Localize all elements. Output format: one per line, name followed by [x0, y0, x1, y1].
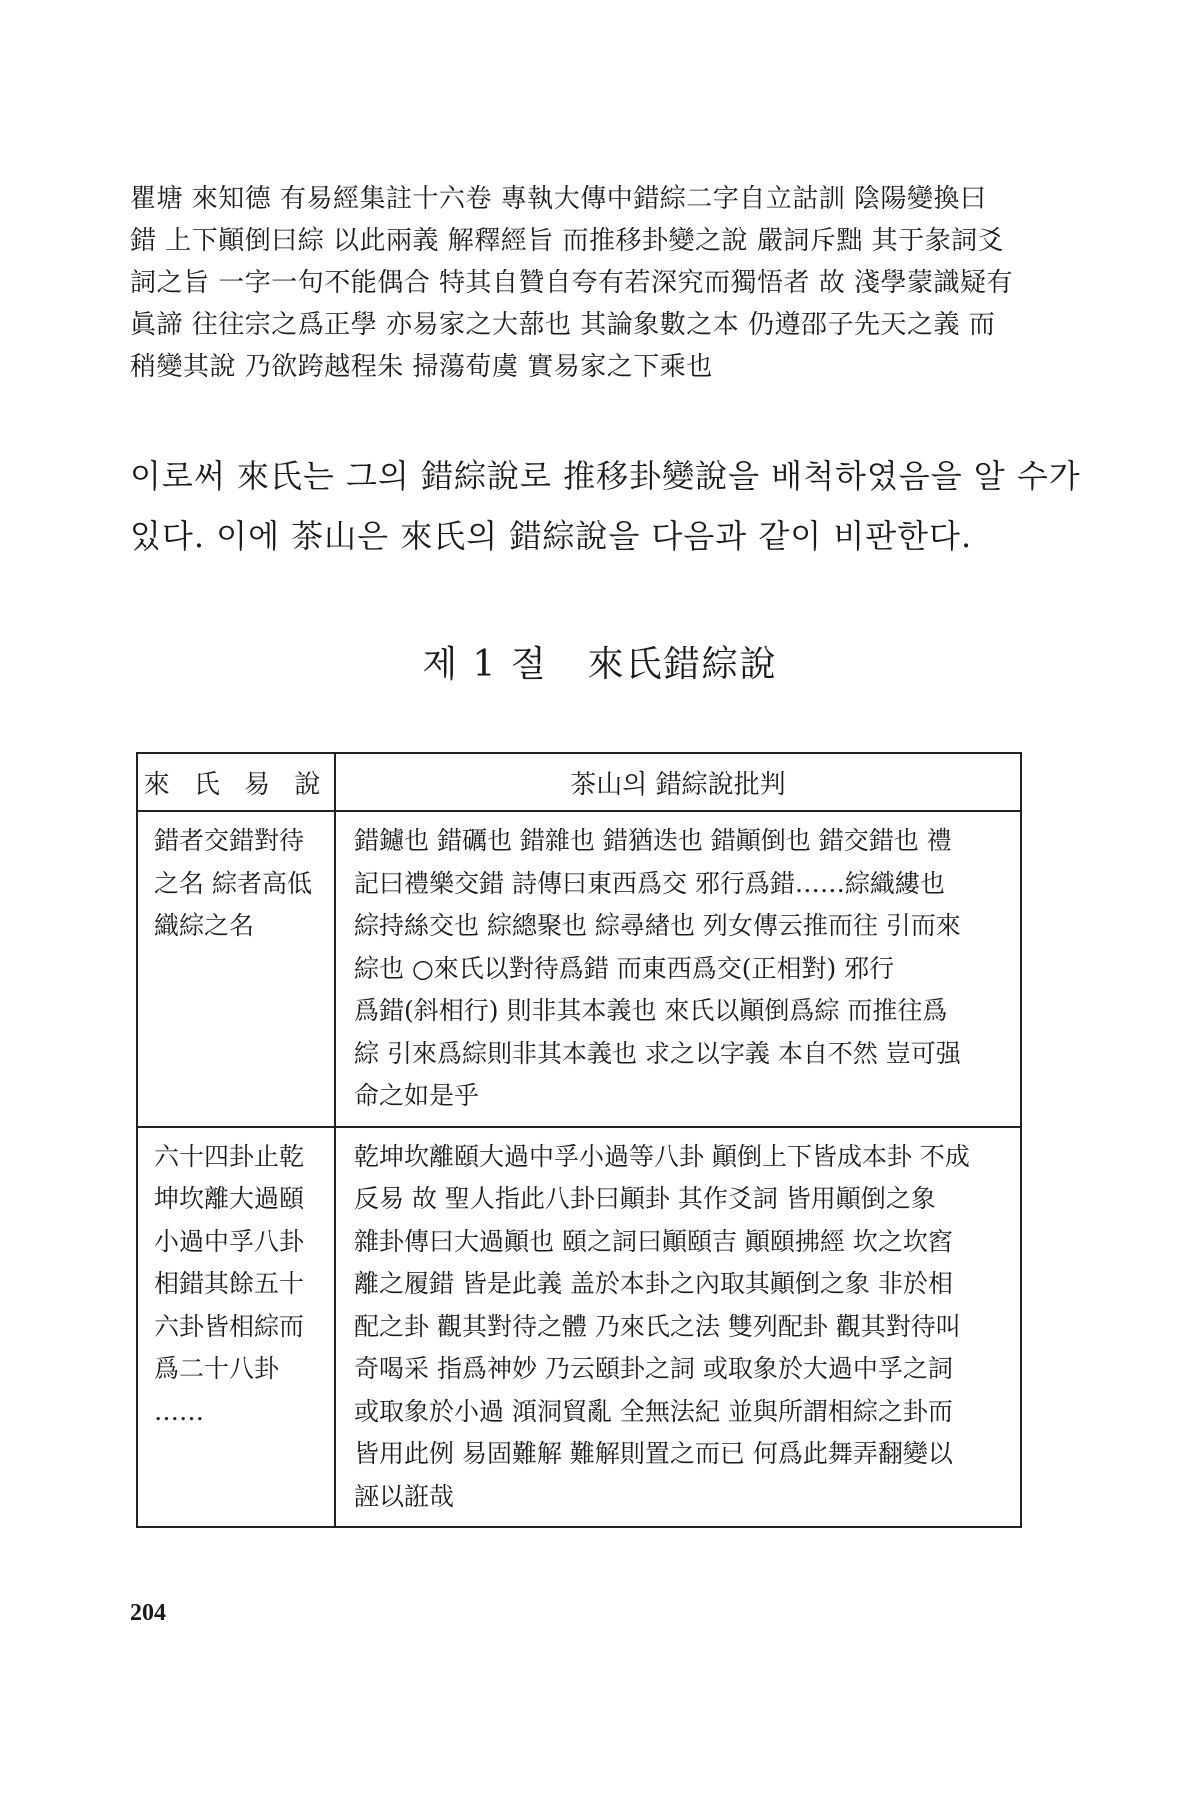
cell-line: 誣以誑哉: [354, 1481, 455, 1511]
cell-line: 六卦皆相綜而: [154, 1311, 305, 1341]
cell-line: 綜持絲交也 綜總聚也 綜尋緖也 列女傳云推而往 引而來: [354, 911, 961, 940]
classical-quote: [130, 178, 1050, 388]
table-header-cell: 來 氏 易 說: [137, 753, 335, 811]
laishi-cell: [137, 811, 335, 1127]
cell-line: ……: [154, 1396, 204, 1426]
cell-line: 記曰禮樂交錯 詩傳曰東西爲交 邪行爲錯……綜織縷也: [354, 868, 945, 898]
laishi-cell: [137, 1127, 335, 1528]
section-number: 제 1 절: [422, 644, 548, 685]
cell-line: 錯者交錯對待: [154, 826, 305, 855]
cell-line: 雜卦傳曰大過顚也 頤之詞曰顚頤吉 顚頤拂經 坎之坎窞: [354, 1226, 953, 1256]
table-header-cell: 茶山의 錯綜說批判: [335, 753, 1021, 811]
cell-line: 之名 綜者高低: [154, 868, 312, 898]
cell-line: 相錯其餘五十: [154, 1269, 305, 1298]
body-line: 이로써 來氏는 그의 錯綜說로 推移卦變說을 배척하였음을 알 수가: [130, 457, 1081, 495]
cell-line: 綜 引來爲綜則非其本義也 求之以字義 本自不然 豈可强: [354, 1038, 961, 1068]
cell-line: 奇喝采 指爲神妙 乃云頤卦之詞 或取象於大過中孚之詞: [354, 1354, 953, 1383]
cell-line: 六十四卦止乾: [154, 1141, 305, 1171]
cell-line: 坤坎離大過頤: [154, 1184, 305, 1213]
quote-line: 稍變其說 乃欲跨越程朱 掃蕩荀虞 實易家之下乘也: [130, 352, 713, 382]
quote-line: 瞿塘 來知德 有易經集註十六卷 專執大傳中錯綜二字自立詁訓 陰陽變換曰: [130, 184, 987, 214]
cell-line: 或取象於小過 澒洞貿亂 全無法紀 並與所謂相綜之卦而: [354, 1396, 953, 1426]
section-title-text: 來氏錯綜說: [587, 644, 778, 685]
cell-line: 小過中孚八卦: [154, 1226, 305, 1256]
cell-line: 乾坤坎離頤大過中孚小過等八卦 顚倒上下皆成本卦 不成: [354, 1141, 970, 1171]
table-row: [137, 811, 1021, 1127]
page-number: 204: [130, 1600, 166, 1626]
table-row: [137, 1127, 1021, 1528]
comparison-table: [136, 752, 1022, 1528]
quote-line: 詞之旨 一字一句不能偶合 特其自贊自夸有若深究而獨悟者 故 淺學蒙識疑有: [130, 268, 1014, 298]
cell-line: 爲二十八卦: [154, 1354, 280, 1383]
table-header-row: [137, 753, 1021, 811]
cell-line: 反易 故 聖人指此八卦曰顚卦 其作爻詞 皆用顚倒之象: [354, 1184, 936, 1213]
quote-line: 眞諦 往往宗之爲正學 亦易家之大蔀也 其論象數之本 仍遵邵子先天之義 而: [130, 310, 996, 340]
cell-line: 爲錯(斜相行) 則非其本義也 來氏以顚倒爲綜 而推往爲: [354, 996, 948, 1025]
cell-line: 織綜之名: [154, 911, 255, 940]
critique-cell: [335, 1127, 1021, 1528]
cell-line: 錯鑢也 錯礪也 錯雜也 錯猶迭也 錯顚倒也 錯交錯也 禮: [354, 826, 952, 855]
cell-line: 離之履錯 皆是此義 盖於本卦之內取其顚倒之象 非於相: [354, 1269, 953, 1298]
cell-line: 命之如是乎: [354, 1081, 480, 1110]
cell-line: 配之卦 觀其對待之體 乃來氏之法 雙列配卦 觀其對待叫: [354, 1311, 961, 1341]
body-line: 있다. 이에 茶山은 來氏의 錯綜說을 다음과 같이 비판한다.: [130, 517, 973, 555]
critique-cell: [335, 811, 1021, 1127]
cell-line: 皆用此例 易固難解 難解則置之而已 何爲此舞弄翻變以: [354, 1439, 953, 1468]
body-paragraph: [130, 446, 1081, 566]
cell-line: 綜也 ○來氏以對待爲錯 而東西爲交(正相對) 邪行: [354, 953, 895, 983]
section-heading: [0, 636, 1200, 687]
quote-line: 錯 上下顚倒曰綜 以此兩義 解釋經旨 而推移卦變之說 嚴詞斥黜 其于彖詞爻: [130, 226, 1005, 256]
